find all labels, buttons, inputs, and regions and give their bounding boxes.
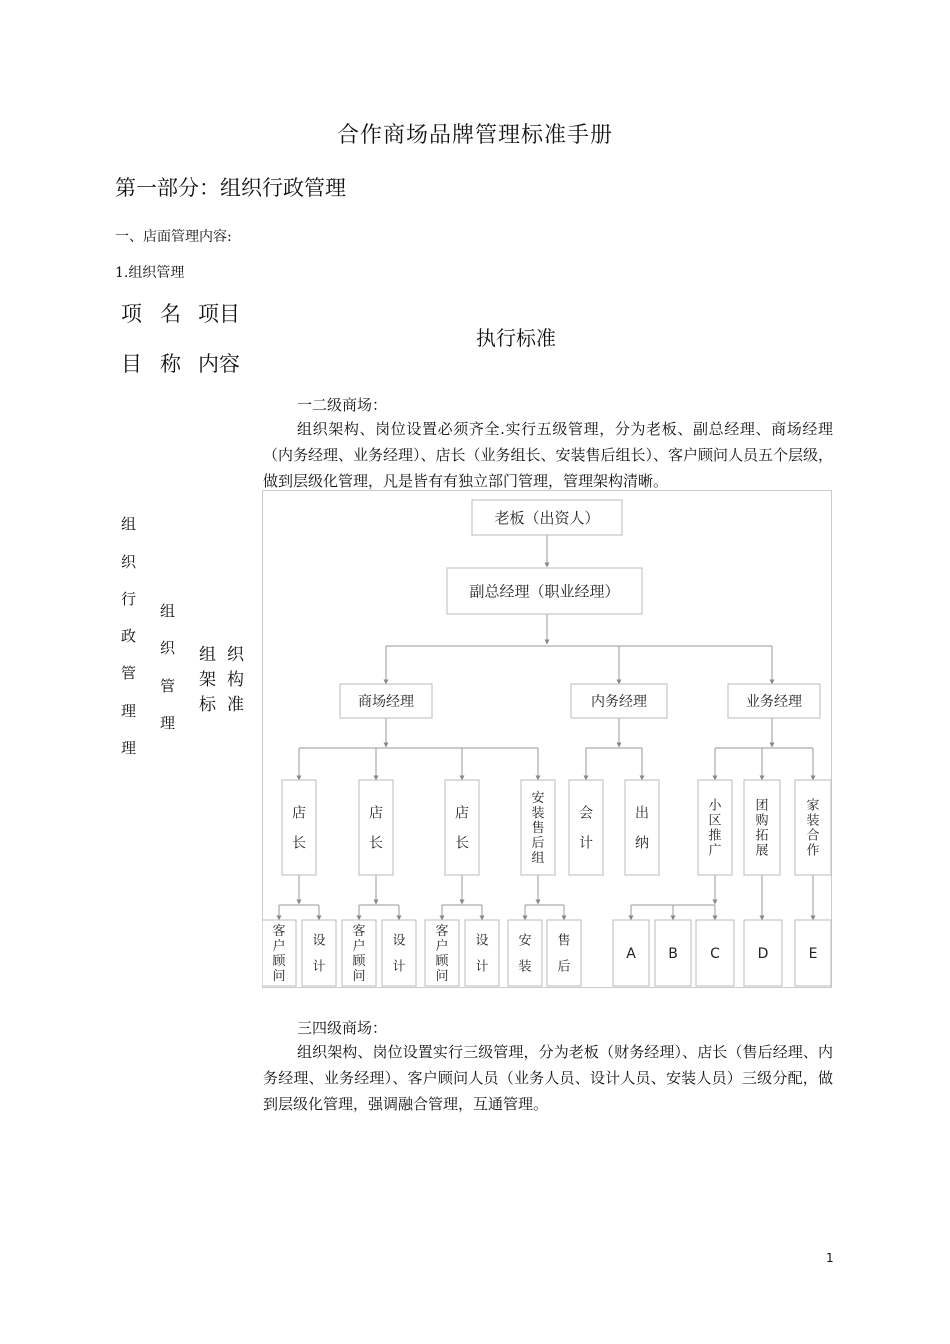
box-level4 bbox=[744, 780, 780, 875]
box-level4-char: 店 bbox=[369, 805, 383, 822]
box-level5 bbox=[382, 920, 416, 986]
tier34-lead: 三四级商场： bbox=[297, 1019, 388, 1037]
box-level4 bbox=[359, 780, 393, 875]
box-level5-label: E bbox=[808, 946, 818, 963]
tier34-paragraph: 组织架构、岗位设置实行三级管理，分为老板（财务经理）、店长（售后经理、内务经理、业务经理）、客户顾问人员（业务人员、设计人员、安装人员）三级分配，做到层级化管理，强调融合管理，互通管理。 bbox=[263, 1043, 833, 1113]
box-level5 bbox=[425, 920, 459, 986]
box-vp-label: 副总经理（职业经理） bbox=[469, 582, 620, 601]
org-chart bbox=[262, 490, 832, 988]
box-level5 bbox=[655, 920, 691, 986]
col2-char: 管 bbox=[160, 677, 176, 695]
chart-frame bbox=[263, 491, 832, 988]
box-level4-char: 展 bbox=[755, 843, 769, 859]
box-level4-char: 组 bbox=[531, 851, 545, 867]
header-col2-bottom: 称 bbox=[160, 352, 181, 376]
box-level4-char: 作 bbox=[806, 843, 820, 859]
col3-char: 组 bbox=[199, 645, 216, 665]
box-boss bbox=[472, 500, 622, 535]
box-level4-char: 家 bbox=[806, 798, 820, 814]
box-level5-char: 设 bbox=[312, 933, 326, 949]
box-level5-label: A bbox=[626, 946, 636, 963]
col3-char: 准 bbox=[227, 695, 244, 715]
box-level5-label: B bbox=[668, 946, 678, 963]
col1-char: 行 bbox=[121, 590, 137, 608]
box-level4-char: 安 bbox=[531, 791, 545, 807]
box-level5-char: 计 bbox=[392, 959, 406, 975]
header-col1-bottom: 目 bbox=[121, 352, 142, 376]
box-level5-char: 问 bbox=[352, 969, 366, 985]
box-level4 bbox=[795, 780, 831, 875]
box-manager-business-label: 业务经理 bbox=[746, 694, 802, 711]
box-level4-char: 小 bbox=[708, 798, 722, 814]
box-level4-char: 计 bbox=[579, 835, 593, 852]
box-level5-char: 设 bbox=[392, 933, 406, 949]
box-level5-char: 问 bbox=[272, 969, 286, 985]
box-level4-char: 长 bbox=[455, 835, 469, 852]
header-col3-bottom: 内容 bbox=[198, 352, 240, 376]
box-level5 bbox=[262, 920, 296, 986]
box-level4-char: 售 bbox=[531, 821, 545, 837]
box-level4 bbox=[698, 780, 732, 875]
box-level4-char: 拓 bbox=[755, 828, 769, 844]
box-level5-char: 装 bbox=[518, 959, 532, 975]
box-level5 bbox=[613, 920, 649, 986]
document-title: 合作商场品牌管理标准手册 bbox=[336, 123, 613, 148]
part-heading: 第一部分：组织行政管理 bbox=[115, 176, 346, 200]
box-level4 bbox=[521, 780, 555, 875]
box-level4-char: 购 bbox=[755, 813, 769, 829]
box-level4-char: 后 bbox=[531, 836, 545, 852]
box-level4-char: 纳 bbox=[635, 835, 649, 852]
header-col3-top: 项目 bbox=[198, 302, 240, 326]
header-col4: 执行标准 bbox=[476, 326, 556, 350]
section-heading: 一、店面管理内容: bbox=[115, 229, 232, 245]
box-level4-char: 合 bbox=[806, 828, 820, 844]
box-level5-char: 户 bbox=[435, 939, 449, 955]
box-level4-char: 推 bbox=[708, 828, 722, 844]
box-level4-char: 区 bbox=[708, 813, 722, 829]
box-vp bbox=[447, 568, 642, 614]
header-col1-top: 项 bbox=[121, 302, 142, 326]
box-level5-label: D bbox=[757, 946, 769, 963]
box-manager-internal-label: 内务经理 bbox=[591, 694, 647, 711]
box-manager-internal bbox=[571, 684, 667, 718]
col1-char: 组 bbox=[121, 515, 137, 533]
box-level4-char: 长 bbox=[292, 835, 306, 852]
page-number: 1 bbox=[826, 1251, 834, 1265]
col2-char: 织 bbox=[160, 639, 176, 657]
box-level5 bbox=[302, 920, 336, 986]
box-manager-mall-label: 商场经理 bbox=[358, 694, 414, 711]
box-level5-char: 问 bbox=[435, 969, 449, 985]
col1-char: 政 bbox=[121, 627, 137, 645]
col1-char: 理 bbox=[121, 739, 137, 757]
tier12-lead: 一二级商场： bbox=[297, 396, 388, 414]
box-level5-char: 计 bbox=[312, 959, 326, 975]
box-level4-char: 店 bbox=[292, 805, 306, 822]
box-level5-char: 客 bbox=[272, 924, 286, 940]
box-level5-char: 设 bbox=[475, 933, 489, 949]
box-manager-mall bbox=[340, 684, 432, 718]
box-level5 bbox=[696, 920, 734, 986]
box-level4 bbox=[445, 780, 479, 875]
box-level4-char: 店 bbox=[455, 805, 469, 822]
box-level4-char: 团 bbox=[755, 798, 769, 814]
subsection-heading: 1.组织管理 bbox=[115, 265, 185, 281]
box-level4 bbox=[282, 780, 316, 875]
box-level5-char: 顾 bbox=[352, 954, 366, 970]
col1-char: 管 bbox=[121, 664, 137, 682]
box-level5-char: 安 bbox=[518, 933, 532, 949]
col3-char: 构 bbox=[227, 670, 244, 690]
header-col2-top: 名 bbox=[160, 302, 181, 326]
box-level4-char: 长 bbox=[369, 835, 383, 852]
box-level5-char: 客 bbox=[435, 924, 449, 940]
box-level5-char: 售 bbox=[557, 933, 571, 949]
box-level5 bbox=[342, 920, 376, 986]
box-level5-char: 顾 bbox=[435, 954, 449, 970]
col3-char: 织 bbox=[227, 645, 244, 665]
box-level5-char: 客 bbox=[352, 924, 366, 940]
box-level4 bbox=[569, 780, 603, 875]
box-level5 bbox=[547, 920, 581, 986]
box-level4 bbox=[625, 780, 659, 875]
col1-char: 理 bbox=[121, 702, 137, 720]
box-level5-char: 户 bbox=[272, 939, 286, 955]
box-boss-label: 老板（出资人） bbox=[494, 508, 600, 527]
box-level4-char: 出 bbox=[635, 805, 649, 822]
box-level5-char: 顾 bbox=[272, 954, 286, 970]
box-level4-char: 装 bbox=[531, 806, 545, 822]
box-manager-business bbox=[728, 684, 820, 718]
box-level5 bbox=[795, 920, 831, 986]
box-level5-char: 户 bbox=[352, 939, 366, 955]
box-level5 bbox=[465, 920, 499, 986]
col3-char: 架 bbox=[199, 670, 216, 690]
box-level5 bbox=[508, 920, 542, 986]
col1-char: 织 bbox=[121, 553, 137, 571]
col2-char: 理 bbox=[160, 714, 176, 732]
box-level5 bbox=[744, 920, 782, 986]
col3-char: 标 bbox=[199, 695, 216, 715]
box-level4-char: 广 bbox=[708, 843, 722, 859]
tier12-paragraph: 组织架构、岗位设置必须齐全.实行五级管理，分为老板、副总经理、商场经理（内务经理、业务经理）、店长（业务组长、安装售后组长）、客户顾问人员五个层级，做到层级化管理，凡是皆有有独立部门管理，管理架构清晰。 bbox=[263, 420, 834, 490]
box-level4-char: 装 bbox=[806, 813, 820, 829]
box-level5-label: C bbox=[710, 946, 720, 963]
box-level5-char: 计 bbox=[475, 959, 489, 975]
box-level5-char: 后 bbox=[557, 959, 571, 975]
col2-char: 组 bbox=[160, 602, 176, 620]
box-level4-char: 会 bbox=[579, 805, 593, 822]
